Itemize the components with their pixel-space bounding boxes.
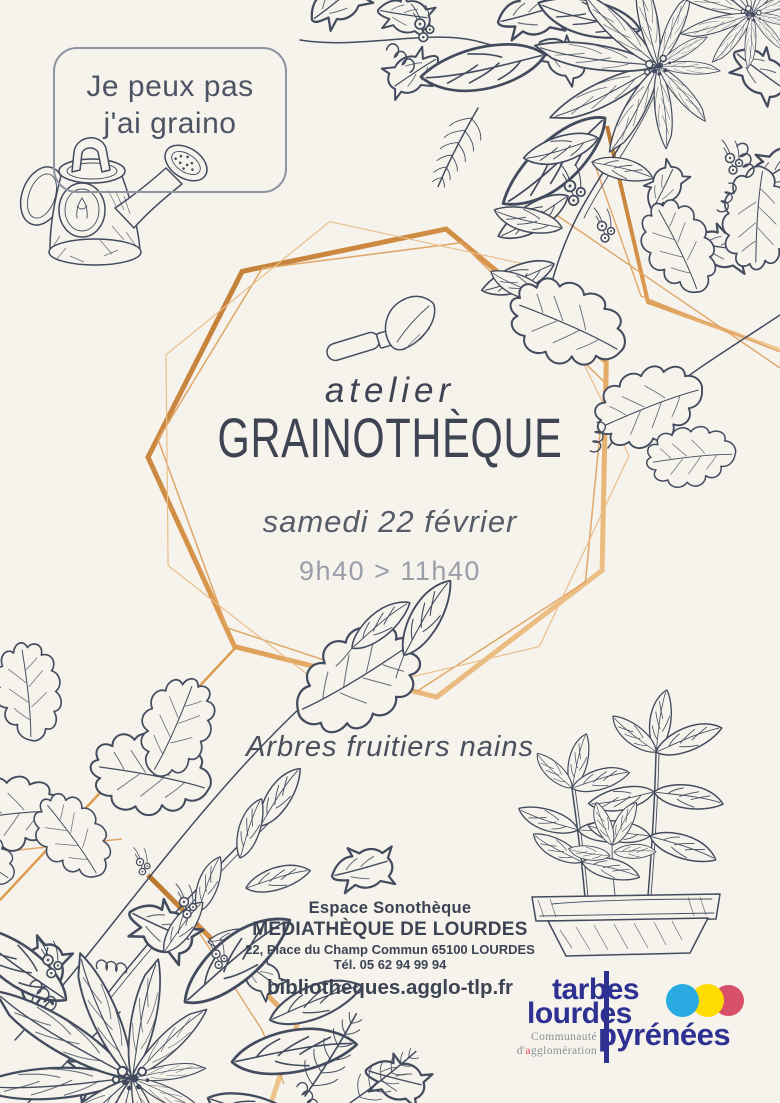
leaves-illustration <box>330 580 460 680</box>
logo-subtitle-rest: gglomération <box>530 1044 597 1057</box>
logo-subtitle <box>517 1031 597 1058</box>
venue-website: bibliotheques.agglo-tlp.fr <box>267 976 513 999</box>
workshop-title: GRAINOTHÈQUE <box>217 406 563 469</box>
venue-name: MÉDIATHÈQUE DE LOURDES <box>252 919 528 940</box>
workshop-subject: Arbres fruitiers nains <box>246 731 534 763</box>
venue-phone: Tél. 05 62 94 99 94 <box>333 957 447 972</box>
trowel-icon <box>325 296 435 362</box>
trowel-illustration <box>315 288 450 373</box>
event-time: 9h40 > 11h40 <box>299 556 481 586</box>
speech-bubble-line2: j'ai graino <box>103 107 237 140</box>
leaf-icon <box>390 580 460 678</box>
speech-bubble <box>53 47 287 193</box>
workshop-kicker: atelier <box>324 371 456 410</box>
logo-tarbes: tarbes <box>552 973 640 1006</box>
logo-subtitle-accent: a <box>525 1044 531 1057</box>
venue-address: 22, Place du Champ Commun 65100 LOURDES <box>245 942 535 957</box>
venue-space: Espace Sonothèque <box>308 899 472 917</box>
logo-subtitle-prefix: d' <box>516 1044 526 1057</box>
venue-block <box>0 899 780 999</box>
event-date: samedi 22 février <box>262 504 518 539</box>
logo-lourdes: lourdes <box>527 997 632 1030</box>
fern-icon <box>424 100 492 194</box>
speech-bubble-line1: Je peux pas <box>86 70 254 103</box>
logo-pyrenees: pyrénées <box>598 1017 731 1052</box>
speech-bubble-text <box>55 68 285 142</box>
logo-circle-blue-icon <box>666 984 699 1017</box>
logo-subtitle-line1: Communauté <box>531 1031 597 1043</box>
seedling-leaves-icon <box>515 688 725 886</box>
